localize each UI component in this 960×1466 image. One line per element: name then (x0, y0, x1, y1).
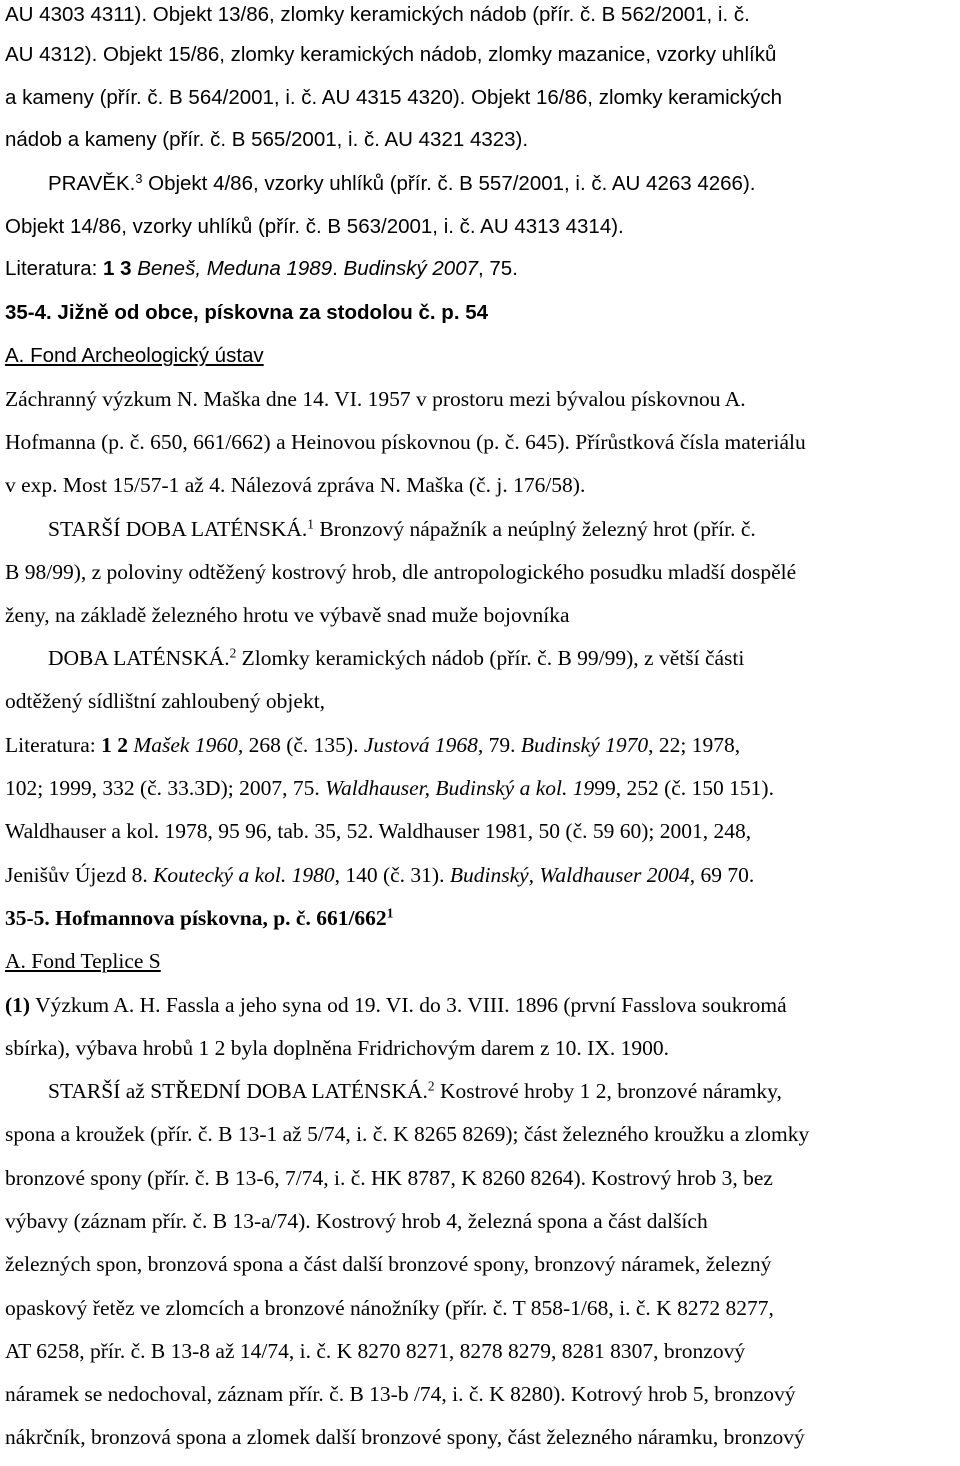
text-line: opaskový řetěz ve zlomcích a bronzové nánožníky (přír. č. T 858-1/68, i. č. K 8272 8277, (5, 1296, 774, 1320)
text-line: DOBA LATÉNSKÁ.$^2$ Zlomky keramických nádob (přír. č. B 99/99), z větší části (48, 645, 745, 670)
text-line: Objekt 14/86, vzorky uhlíků (přír. č. B 563/2001, i. č. AU 4313 4314). (5, 215, 624, 238)
section-heading: 35-4. Jižně od obce, pískovna za stodolou č. p. 54 (5, 301, 489, 324)
text-line: STARŠÍ až STŘEDNÍ DOBA LATÉNSKÁ.$^2$ Kostrové hroby 1 2, bronzové náramky, (48, 1078, 782, 1103)
text-line: AU 4312). Objekt 15/86, zlomky keramických nádob, zlomky mazanice, vzorky uhlíků (5, 43, 777, 66)
text-line: nákrčník, bronzová spona a zlomek další bronzové spony, část železného náramku, bronzový (5, 1425, 805, 1449)
text-line: ženy, na základě železného hrotu ve výbavě snad muže bojovníka (5, 603, 570, 627)
text-line: STARŠÍ DOBA LATÉNSKÁ.$^1$ Bronzový nápažník a neúplný železný hrot (přír. č. (48, 516, 756, 541)
text-line: a kameny (přír. č. B 564/2001, i. č. AU 4315 4320). Objekt 16/86, zlomky keramických (5, 86, 783, 109)
text-line: bronzové spony (přír. č. B 13-6, 7/74, i. č. HK 8787, K 8260 8264). Kostrový hrob 3, bez (5, 1166, 773, 1190)
text-line: náramek se nedochoval, záznam přír. č. B 13-b /74, i. č. K 8280). Kotrový hrob 5, bronzový (5, 1382, 796, 1406)
text-line: PRAVĚK.$^3$ Objekt 4/86, vzorky uhlíků (přír. č. B 557/2001, i. č. AU 4263 4266). (48, 171, 756, 195)
text-line: Záchranný výzkum N. Maška dne 14. VI. 1957 v prostoru mezi bývalou pískovnou A. (5, 387, 746, 411)
text-line: nádob a kameny (přír. č. B 565/2001, i. č. AU 4321 4323). (5, 128, 529, 151)
footnote-ref: 3 (135, 171, 143, 187)
text-line: (1) Výzkum A. H. Fassla a jeho syna od 19. VI. do 3. VIII. 1896 (první Fasslova soukromá (5, 993, 787, 1017)
text-line: AT 6258, přír. č. B 13-8 až 14/74, i. č. K 8270 8271, 8278 8279, 8281 8307, bronzový (5, 1339, 746, 1363)
fond-heading: A. Fond Archeologický ústav (5, 344, 264, 367)
text-line: 102; 1999, 332 (č. 33.3D); 2007, 75. Waldhauser, Budinský a kol. 1999, 252 (č. 150 151). (5, 776, 774, 800)
text-line: Literatura: 1 2 Mašek 1960, 268 (č. 135). Justová 1968, 79. Budinský 1970, 22; 1978, (5, 733, 741, 757)
text-line: spona a kroužek (přír. č. B 13-1 až 5/74, i. č. K 8265 8269); část železného kroužku a zlomky (5, 1122, 810, 1146)
text-line: Literatura: 1 3 Beneš, Meduna 1989. Budinský 2007, 75. (5, 257, 518, 280)
footnote-ref: 1 (307, 516, 314, 532)
text-line: B 98/99), z poloviny odtěžený kostrový hrob, dle antropologického posudku mladší dospělé (5, 560, 797, 584)
section-heading: 35-5. Hofmannova pískovna, p. č. $661/662^1$ (5, 905, 394, 930)
text-line: v exp. Most 15/57-1 až 4. Nálezová zpráva N. Maška (č. j. 176/58). (5, 473, 586, 497)
text-line: železných spon, bronzová spona a část další bronzové spony, bronzový náramek, železný (5, 1252, 772, 1276)
footnote-ref: 2 (427, 1078, 435, 1094)
text-line: sbírka), výbava hrobů 1 2 byla doplněna Fridrichovým darem z 10. IX. 1900. (5, 1036, 669, 1060)
text-line: odtěžený sídlištní zahloubený objekt, (5, 689, 326, 713)
footnote-ref: 2 (229, 645, 237, 661)
text-line: AU 4303 4311). Objekt 13/86, zlomky keramických nádob (přír. č. B 562/2001, i. č. (5, 3, 750, 26)
fond-heading: A. Fond Teplice S (5, 949, 161, 973)
text-line: Hofmanna (p. č. 650, 661/662) a Heinovou pískovnou (p. č. 645). Přírůstková čísla materiálu (5, 430, 806, 454)
text-line: výbavy (záznam přír. č. B 13-a/74). Kostrový hrob 4, železná spona a část dalších (5, 1209, 708, 1233)
text-line: Jenišův Újezd 8. Koutecký a kol. 1980, 140 (č. 31). Budinský, Waldhauser 2004, 69 70. (5, 863, 755, 887)
footnote-ref: 1 (386, 905, 394, 921)
text-line: Waldhauser a kol. 1978, 95 96, tab. 35, 52. Waldhauser 1981, 50 (č. 59 60); 2001, 248, (5, 819, 752, 843)
